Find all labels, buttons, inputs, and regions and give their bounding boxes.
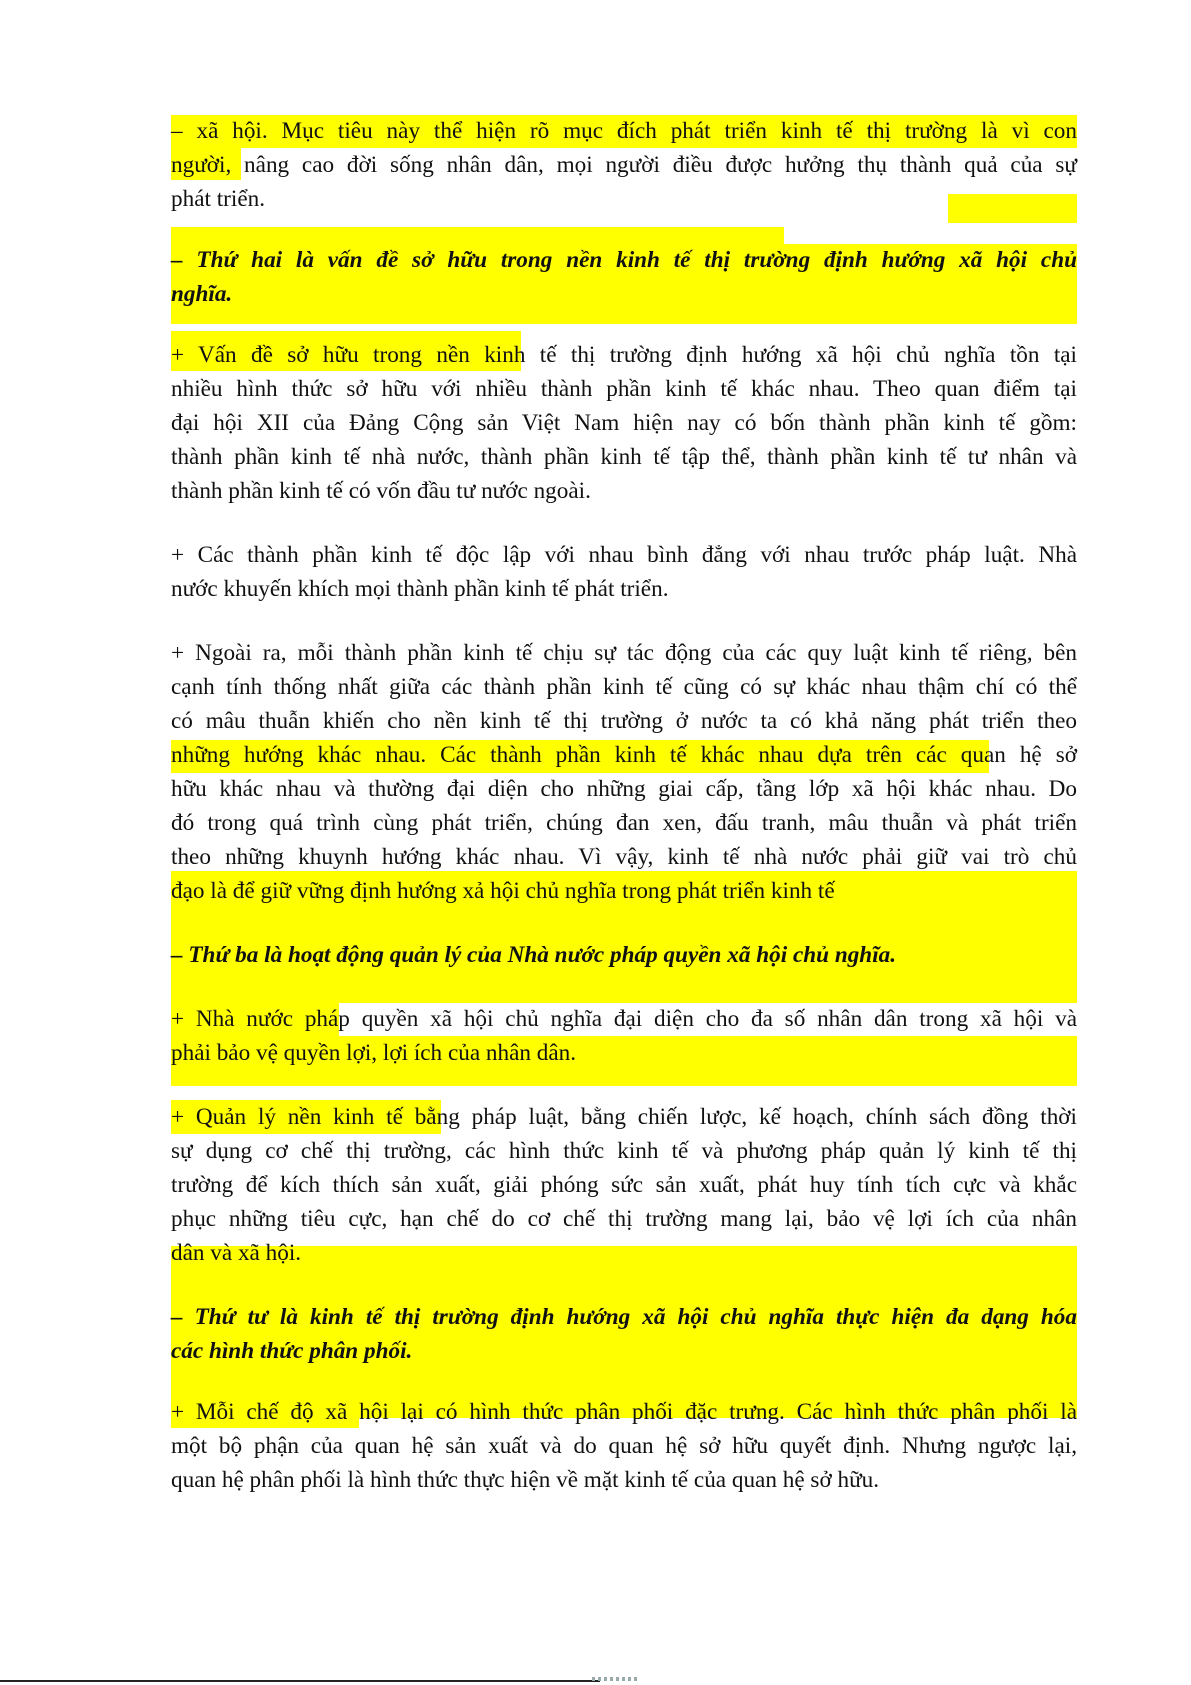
text-line: đại hội XII của Đảng Cộng sản Việt Nam hiện nay có bốn thành phần kinh tế gồm: [171,410,1077,436]
text-line: + Nhà nước pháp quyền xã hội chủ nghĩa đại diện cho đa số nhân dân trong xã hội và [171,1006,1077,1032]
text-line: sự dụng cơ chế thị trường, các hình thức kinh tế và phương pháp quản lý kinh tế thị [171,1138,1077,1164]
section-heading: các hình thức phân phối. [171,1338,413,1364]
page-bottom-rule [0,1680,600,1682]
text-line: những hướng khác nhau. Các thành phần kinh tế khác nhau dựa trên các quan hệ sở [171,742,1077,768]
section-heading: – Thứ hai là vấn đề sở hữu trong nền kinh tế thị trường định hướng xã hội chủ [171,247,1077,273]
text-line: người, nâng cao đời sống nhân dân, mọi người điều được hưởng thụ thành quả của sự [171,152,1077,178]
text-line: phải bảo vệ quyền lợi, lợi ích của nhân dân. [171,1040,577,1066]
text-line: phục những tiêu cực, hạn chế do cơ chế thị trường mang lại, bảo vệ lợi ích của nhân [171,1206,1077,1232]
text-line: quan hệ phân phối là hình thức thực hiện về mặt kinh tế của quan hệ sở hữu. [171,1467,880,1493]
section-heading: – Thứ tư là kinh tế thị trường định hướng xã hội chủ nghĩa thực hiện đa dạng hóa [171,1304,1077,1330]
text-line: có mâu thuẫn khiến cho nền kinh tế thị trường ở nước ta có khả năng phát triển theo [171,708,1077,734]
text-line: + Quản lý nền kinh tế bằng pháp luật, bằng chiến lược, kế hoạch, chính sách đồng thời [171,1104,1077,1130]
highlight [948,194,1077,223]
text-line: một bộ phận của quan hệ sản xuất và do quan hệ sở hữu quyết định. Nhưng ngược lại, [171,1433,1077,1459]
text-line: – xã hội. Mục tiêu này thể hiện rõ mục đích phát triển kinh tế thị trường là vì con [171,118,1077,144]
page-bottom-mark [592,1677,638,1681]
text-line: đạo là để giữ vững định hướng xả hội chủ nghĩa trong phát triển kinh tế [171,878,835,904]
text-line: thành phần kinh tế nhà nước, thành phần kinh tế tập thể, thành phần kinh tế tư nhân và [171,444,1077,470]
text-line: + Mỗi chế độ xã hội lại có hình thức phân phối đặc trưng. Các hình thức phân phối là [171,1399,1077,1425]
text-line: + Vấn đề sở hữu trong nền kinh tế thị trường định hướng xã hội chủ nghĩa tồn tại [171,342,1077,368]
text-line: nước khuyến khích mọi thành phần kinh tế phát triển. [171,576,669,602]
text-line: hữu khác nhau và thường đại diện cho những giai cấp, tầng lớp xã hội khác nhau. Do [171,776,1077,802]
text-line: trường để kích thích sản xuất, giải phóng sức sản xuất, phát huy tính tích cực và khắc [171,1172,1077,1198]
text-line: theo những khuynh hướng khác nhau. Vì vậy, kinh tế nhà nước phải giữ vai trò chủ [171,844,1077,870]
section-heading: nghĩa. [171,281,233,307]
section-heading: – Thứ ba là hoạt động quản lý của Nhà nước pháp quyền xã hội chủ nghĩa. [171,942,897,968]
text-line: dân và xã hội. [171,1240,302,1266]
text-line: + Ngoài ra, mỗi thành phần kinh tế chịu sự tác động của các quy luật kinh tế riêng, bên [171,640,1077,666]
text-line: phát triển. [171,186,266,212]
text-line: đó trong quá trình cùng phát triển, chúng đan xen, đấu tranh, mâu thuẫn và phát triển [171,810,1077,836]
text-line: nhiều hình thức sở hữu với nhiều thành phần kinh tế khác nhau. Theo quan điểm tại [171,376,1077,402]
text-line: + Các thành phần kinh tế độc lập với nhau bình đẳng với nhau trước pháp luật. Nhà [171,542,1077,568]
text-line: cạnh tính thống nhất giữa các thành phần kinh tế cũng có sự khác nhau thậm chí có thể [171,674,1077,700]
text-line: thành phần kinh tế có vốn đầu tư nước ngoài. [171,478,591,504]
